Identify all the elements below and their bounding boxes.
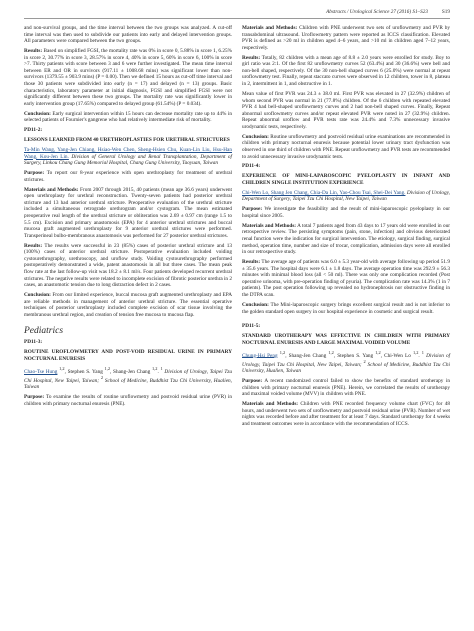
purpose-label: Purpose: <box>242 378 263 385</box>
abstract-title: EXPERIENCE OF MINI-LAPAROSCOPIC PYELOPLASTY IN INFANT AND CHILDREN SINGLE INSTITUTION EXPERIENCE <box>242 173 450 186</box>
affiliation: Division of Urology, Taipei Tzu Chi Hospital, New Taipei, Taiwan; <box>24 368 232 384</box>
author-name: , Shang-Jen Chang <box>285 352 329 359</box>
results-label: Results: <box>24 242 43 249</box>
results-paragraph <box>24 48 232 107</box>
results-text: The average age of patients was 6.0 ± 5.3 year-old with average following up period 51.9 ± 35.6 years. The hospital days were 6.1 ± 1.8 days. The average operation time was 292.9 ± 56.3 minutes with minimal blood loss (all < 50 ml). There was only one complication recorded (Post operative urinoma, with pre-operation finding of pyuria). The complication rate was 14.3% (1 in 7 patients). The post operation following up revealed no hydronephrosis nor obstructive finding in the DTPA scan. <box>242 259 450 299</box>
affiliation: Division of General Urology and Renal Transplantation, Department of Surgery, Linkou Chang Gung Memorial Hospital, Chang Gung University, Taoyuan, Taiwan <box>24 153 233 167</box>
conclusion-label: Conclusion: <box>24 110 51 117</box>
results-label: Results: <box>24 48 43 55</box>
purpose-text: To report our 8-year experience with open urethroplasty for treatment of urethral strictures. <box>24 170 232 183</box>
author-names[interactable]: Chi-Wen Lo, Shang Jen Chang, Chia-Da Lin, Yao-Chou Tsai, Shei-Dei Yang. <box>242 189 406 196</box>
abstract-id: PD11-2: <box>24 127 43 134</box>
conclusion-paragraph <box>242 302 450 315</box>
methods-paragraph <box>24 187 232 240</box>
conclusion-paragraph <box>24 111 232 124</box>
purpose-label: Purpose: <box>24 394 45 401</box>
abstract-pd11-2 <box>24 127 232 318</box>
section-heading: Pediatrics <box>24 326 64 337</box>
results-paragraph-2: Mean value of first PVR was 24.3 ± 38.0 ml. First PVR was elevated in 27 (32.9%) children of whom second PVR was normal in 21 (77.8%) children. Of the 6 children with repeated elevated PVR 4 had bell-shaped uroflowmetry curves and 2 had non-bell shaped curves. Finally, Repeat abnormal uroflowmetry curves and/or repeat elevated PVR were noted in 27 (32.9%) children. Repeat abnormal uroflow and PVR tests rate was 24.4% and 7.3% unnecessary invasive urodynamic tests, respectively. <box>242 90 450 130</box>
affil-sup: 1,2 <box>412 349 419 355</box>
left-column <box>24 25 232 436</box>
abstract-pd11-5 <box>242 323 450 427</box>
conclusion-paragraph <box>24 292 232 318</box>
affil-sup: 1,2 <box>59 365 65 371</box>
purpose-label: Purpose: <box>24 170 45 177</box>
affiliation: School of Medicine, Buddhist Tzu Chi University, Hualien, Taiwan <box>242 361 451 375</box>
abstract-id: PD11-5: <box>242 323 261 330</box>
abstract-pd11-4 <box>242 163 450 315</box>
author-name: , Chi-Wen Lo <box>380 352 413 359</box>
abstract-id: PD11-3: <box>24 339 43 346</box>
purpose-paragraph <box>242 206 450 219</box>
methods-label: Materials and Methods: <box>242 401 299 408</box>
purpose-text: We investigate the feasibility and the result of mini-laparoscopic pyeloplasty in our hospital since 2005. <box>242 206 450 219</box>
conclusion-text: The Mini-laparoscopic surgery brings excellent surgical result and is not inferior to the golden standard open surgery in our hospital experience in cosmetic and surgical result. <box>242 301 450 315</box>
intro-paragraph: and non-survival groups, and the time interval between the two groups was analyzed. A cut-off time interval was then used to subdivide our patients into early and delayed intervention groups. All parameters were compared between the two groups. <box>24 25 232 45</box>
purpose-paragraph <box>242 378 450 398</box>
results-label: Results: <box>242 259 261 266</box>
two-column-body <box>24 25 450 436</box>
purpose-paragraph <box>24 170 232 183</box>
abstract-title: STANDARD UROTHERAPY WAS EFFECTIVE IN CHILDREN WITH PRIMARY NOCTURNAL ENURESIS AND LARGE MAXIMAL VOIDED VOLUME <box>242 333 450 346</box>
author-name[interactable]: Chung-Hsi Peng <box>242 352 278 359</box>
methods-text: Children with PNE underwent two sets of uroflowmetry and PVR by transabdominal ultrasound. Uroflowmetry pattern were reported as ICCS classification. Elevated PVR is defined as >20 ml in children aged 4–6 years, and >10 ml in children aged 7–12 years, respectively. <box>242 25 450 51</box>
purpose-text: To examine the results of routine uroflowmetry and postvoid residual urine (PVR) in children with primary nocturnal enuresis (PNE). <box>24 394 232 407</box>
conclusion-paragraph <box>242 134 450 160</box>
affil-sup: 1 <box>160 365 163 371</box>
purpose-text: A recent randomized control failed to show the benefits of standard urotherapy in children with primary nocturnal enuresis (PNE). Herein, we correlated the results of urotherapy and maximal voided volume (MVV) in children with PNE. <box>242 378 450 398</box>
author-line <box>242 190 450 203</box>
results-text: The results were successful in 23 (85%) cases of posterior urethral stricture and 13 (100%) cases of anterior urethral stricture. Postoperative evaluation included voiding cystourethrography, urethroscopy, and uroflow study. Voiding cystourethrography performed postoperatively demonstrated a wide, patent anastomosis in all but three cases. The mean peak flow rate at the last follow-up visit was 18.2 ± 8.1 ml/s. Four patients developed recurrent urethral strictures. The negative results were related to incomplete excision of fibrotic posterior urethra in 2 cases, an anastomotic tension due to long distraction defect in 2 cases. <box>24 242 232 289</box>
abstract-pd11-3 <box>24 339 232 407</box>
methods-paragraph <box>242 223 450 256</box>
methods-label: Materials and Methods: <box>24 186 79 193</box>
author-line <box>24 147 232 167</box>
methods-text: A total 7 patients aged from 43 days to 17 years old were enrolled in our retrospective review. The persisting symptoms (pain, stone, infection) and obvious deteriorated renal function were the indication for surgical intervention. The etiology, surgical finding, surgical method, operation time, number and size of trocar, complication, admission days were all enrolled in our retrospective study. <box>242 222 450 256</box>
journal-citation: Abstracts / Urological Science 27 (2016) S1–S23 <box>326 9 428 15</box>
affil-sup: 1 <box>421 349 424 355</box>
author-line <box>24 366 232 391</box>
results-paragraph <box>242 259 450 299</box>
conclusion-text: From our limited experience, buccal mucosa graft augmented urethroplasty and EPA are reliable methods in management of anterior urethral stricture. The essential operative techniques of posterior urethroplasty included complete excision of scar tissue involving the membranous urethral region, and creation of tension free mucosa to mucosa flap. <box>24 292 232 318</box>
author-name: , Shang-Jen Chang <box>110 368 153 375</box>
affil-sup: 1,2 <box>152 365 158 371</box>
methods-label: Materials and Methods: <box>242 25 298 31</box>
methods-text: Children with PNE recorded frequency volume chart (FVC) for 48 hours, and underwent two sets of uroflowmetry and postvoid residual urine (PVR). Number of wet nights was recorded before and after treatment for at least 7 days. Standard urotherapy for 4 weeks and treatment outcomes were in accordance with the recommendation of ICCS. <box>242 401 450 427</box>
conclusion-label: Conclusion: <box>242 133 269 140</box>
results-paragraph <box>24 243 232 289</box>
affiliation: School of Medicine, Buddhist Tzu Chi University, Hualien, Taiwan <box>24 377 232 391</box>
affil-sup: 1,2 <box>328 349 334 355</box>
affiliation: Division of Urology, Department of Surgery, Taipei Tzu Chi Hospital, New Taipei, Taiwan <box>242 189 450 203</box>
conclusion-label: Conclusion: <box>24 292 51 299</box>
author-name[interactable]: Chao-Tse Hung <box>24 368 58 375</box>
conclusion-label: Conclusion: <box>242 301 269 308</box>
affil-sup: 1,2 <box>104 365 110 371</box>
author-names[interactable]: Ta-Min Wang, Yang-Jen Chiang, Hsiao-Wen Chen, Sheng-Hsien Chu, Kuan-Lin Liu, Hsu-Han Wang, Kou-Jen Lin. <box>24 146 232 160</box>
right-column <box>242 25 450 436</box>
purpose-paragraph <box>24 394 232 407</box>
methods-text: From 2007 through 2015, 40 patients (mean age 36.6 years) underwent open urethroplasty for urethral reconstruction. Twenty-seven patients had posterior urethral stricture and 13 had anterior urethral stricture. Preoperative evaluation of the urethral stricture included a simultaneous retrograde urethrogram and/or cystogram. The mean estimated preoperative real length of the urethral stricture or obliteration was 2.69 ± 0.97 cm (range 1.5 to 5.5 cm). Excision and primary anastomosis (EPA) for 4 anterior urethral strictures and buccal mucosa graft augmented urethroplasty for 9 anterior urethral strictures were performed. Transperineal bulbo-membranous anastomosis was performed for 27 posterior urethral strictures. <box>24 186 232 239</box>
results-label: Results: <box>242 54 261 61</box>
methods-paragraph <box>242 25 450 51</box>
methods-paragraph <box>242 401 450 427</box>
page-number: S19 <box>441 9 450 15</box>
author-name: , Stephen S. Yang <box>64 368 105 375</box>
affiliation: Division of Urology, Taipei Tzu Chi Hospital, New Taipei, Taiwan; <box>242 352 451 368</box>
results-text: Totally, 82 children with a mean age of 8.8 ± 2.0 years were enrolled for study. Boy to girl ratio was 2:1. Of the first 82 uroflowmetry curves 52 (63.4%) and 30 (36.6%) were bell and non-bell shaped, respectively. Of the 30 non-bell shaped curves 6 (25.0%) were normal at repeat uroflowmetry test. Finally, repeat staccato curves were observed in 12 children, tower in 8, plateau in 2, intermittent in 1, and obstructive in 1. <box>242 54 450 88</box>
results-paragraph <box>242 55 450 88</box>
affil-sup: 1,2 <box>279 349 286 355</box>
abstract-title: ROUTINE UROFLOWMETRY AND POST-VOID RESIDUAL URINE IN PRIMARY NOCTURNAL ENURESIS <box>24 349 232 362</box>
affil-sup: 1,2 <box>375 349 381 355</box>
affil-sup: 2 <box>363 358 366 364</box>
abstract-id: PD11-4: <box>242 163 261 170</box>
running-header <box>24 9 450 19</box>
purpose-label: Purpose: <box>242 206 263 213</box>
affil-sup: 2 <box>100 375 104 381</box>
conclusion-text: Early surgical intervention within 15 hours can decrease mortality rate up to 44% in selected patients of Fournier's gangrene who had relatively intermediate risk of mortality. <box>24 110 232 124</box>
separator: . <box>157 368 161 375</box>
author-line: Chung-Hsi Peng $^{1,2}$, Shang-Jen Chang $^{1,2}$, Stephen S. Yang $^{1,2}$, Chi-Wen Lo $^{1,2}$. $^1$ Division of Urology, Taipei Tzu Chi Hospital, New Taipei, Taiwan; $^2$ School of Medicine, Buddhist Tzu Chi University, Hualien, Taiwan <box>242 349 451 375</box>
methods-label: Materials and Methods: <box>242 222 297 229</box>
conclusion-text: Routine uroflowmetry and postvoid residual urine examinations are recommended in children with primary nocturnal enuresis because potential lower urinary tract dysfunction was observed in one third of children with PNE. Repeat uroflowmetry and PVR tests are recommended to avoid unnecessary invasive urodynamic tests. <box>242 133 450 160</box>
abstract-title: LESSONS LEARNED FROM 40 URETHROPLASTIES FOR URETHRAL STRICTURES <box>24 137 230 144</box>
results-text: Based on simplified FGSI, the mortality rate was 0% in score 0, 5.88% in score 1, 6.25% in score 2, 30.77% in score 3, 28.57% in score 4, 40% in score 5, 60% in score 6, 100% in score >7. Thirty patients with score between 3 and 6 were further investigated. The mean time interval between ER and OR in survivors (917.11 ± 1008.68 mins) was significant lower than non-survivors (1379.55 ± 903.9 mins) (P = 0.00). Then we defined 15 hours as cut-off time interval and those 30 patients were subdivided into early (n = 17) and delayed (n = 13) groups. Basic characteristics, laboratory parameter at initial diagnosis, FGSI and simplified FGSI were not significantly different between these two groups. The mortality rate was significantly lower in early intervention group (17.65%) compared to delayed group (61.54%) (P = 0.034). <box>24 48 232 107</box>
author-name: , Stephen S. Yang <box>333 352 376 359</box>
